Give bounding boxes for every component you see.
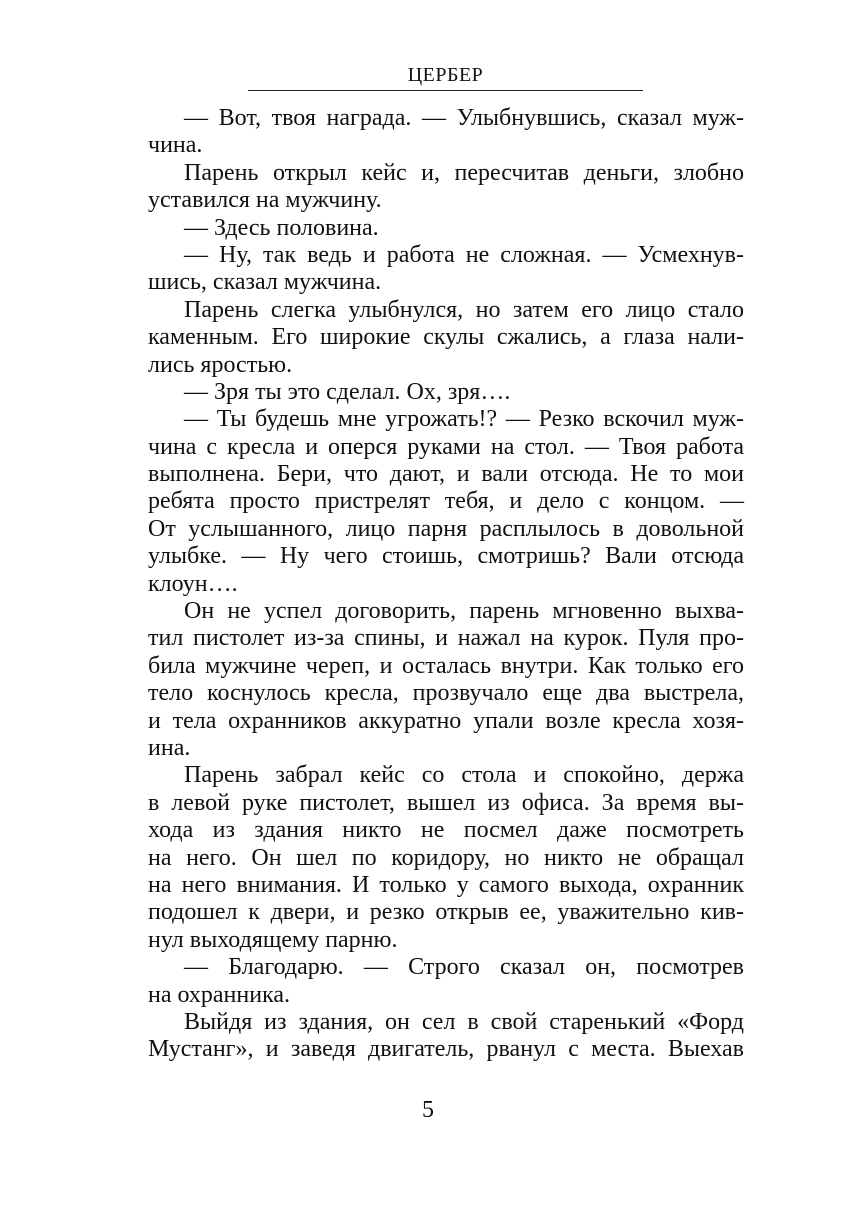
text-line: клоун…. (148, 570, 238, 597)
text-line: подошел к двери, и резко открыв ее, уважительно кив- (148, 899, 744, 926)
text-line: — Ты будешь мне угрожать!? — Резко вскочил муж- (184, 406, 744, 433)
header-rule (248, 90, 643, 91)
text-line: ребята просто пристрелят тебя, и дело с концом. — (148, 488, 744, 515)
text-line: От услышанного, лицо парня расплылось в довольной (148, 515, 744, 542)
body-text (148, 105, 744, 1064)
text-line: — Ну, так ведь и работа не сложная. — Усмехнув- (184, 241, 744, 268)
text-line: — Благодарю. — Строго сказал он, посмотрев (184, 954, 744, 981)
text-line: Парень забрал кейс со стола и спокойно, держа (184, 762, 744, 789)
text-line: — Зря ты это сделал. Ох, зря…. (184, 378, 511, 405)
text-line: Парень слегка улыбнулся, но затем его лицо стало (184, 296, 744, 323)
text-line: на него внимания. И только у самого выхода, охранник (148, 871, 744, 898)
text-line: шись, сказал мужчина. (148, 269, 382, 296)
text-line: выполнена. Бери, что дают, и вали отсюда. Не то мои (148, 461, 744, 488)
text-line: чина. (148, 132, 203, 159)
text-line: нул выходящему парню. (148, 926, 398, 953)
text-line: в левой руке пистолет, вышел из офиса. За время вы- (148, 789, 744, 816)
text-line: Он не успел договорить, парень мгновенно выхва- (184, 598, 744, 625)
running-title: ЦЕРБЕР (407, 64, 484, 86)
text-line: ина. (148, 734, 191, 761)
text-line: улыбке. — Ну чего стоишь, смотришь? Вали отсюда (148, 543, 744, 570)
text-line: Парень открыл кейс и, пересчитав деньги, злобно (184, 159, 744, 186)
text-line: уставился на мужчину. (148, 187, 382, 214)
text-line: била мужчине череп, и осталась внутри. Как только его (148, 652, 744, 679)
text-line: Выйдя из здания, он сел в свой старенький «Форд (184, 1008, 744, 1035)
text-line: — Здесь половина. (184, 214, 379, 241)
text-line: чина с кресла и оперся руками на стол. — Твоя работа (148, 433, 744, 460)
text-line: Мустанг», и заведя двигатель, рванул с места. Выехав (148, 1036, 744, 1063)
text-line: тил пистолет из-за спины, и нажал на курок. Пуля про- (148, 625, 744, 652)
text-line: на охранника. (148, 981, 291, 1008)
text-line: и тела охранников аккуратно упали возле кресла хозя- (148, 707, 744, 734)
text-line: каменным. Его широкие скулы сжались, а глаза нали- (148, 324, 744, 351)
text-line: — Вот, твоя награда. — Улыбнувшись, сказал муж- (184, 105, 744, 131)
text-line: на него. Он шел по коридору, но никто не обращал (148, 844, 744, 871)
page-number: 5 (422, 1097, 434, 1123)
text-line: хода из здания никто не посмел даже посмотреть (148, 817, 744, 844)
text-line: лись яростью. (148, 351, 293, 378)
text-line: тело коснулось кресла, прозвучало еще два выстрела, (148, 680, 744, 707)
